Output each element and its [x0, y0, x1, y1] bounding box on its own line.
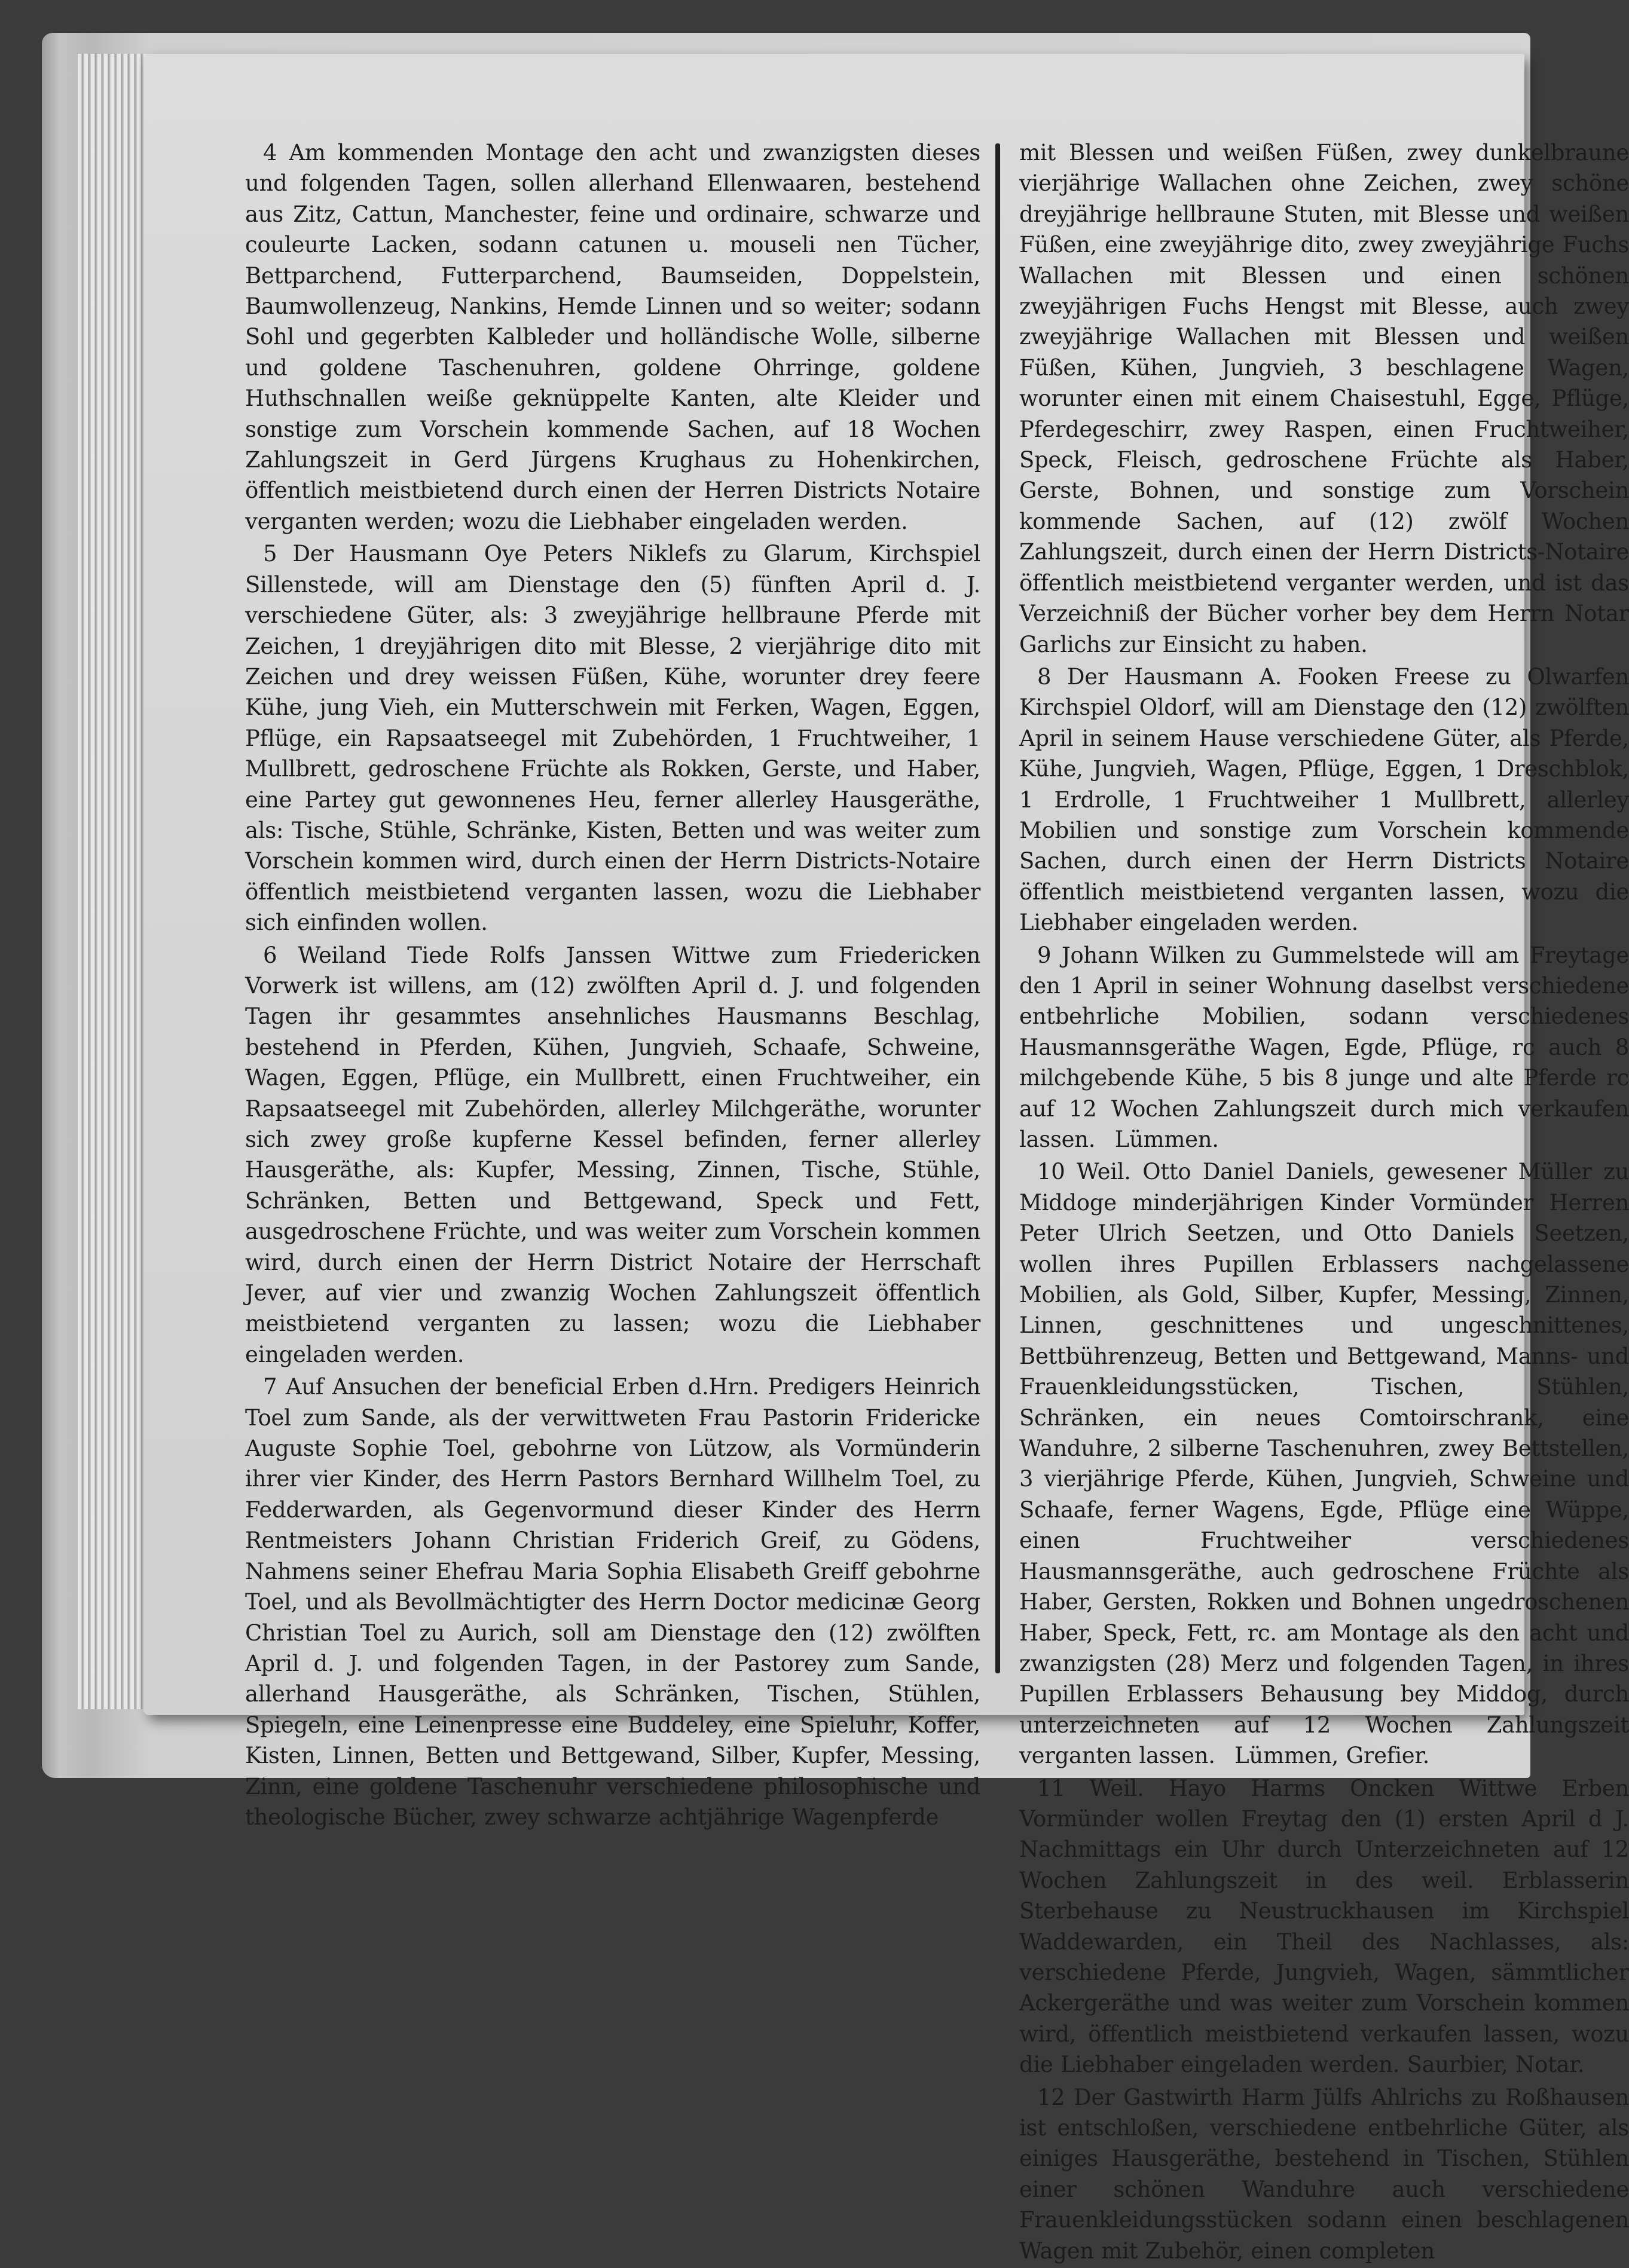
right-column	[1019, 137, 1629, 2268]
notice-8: 8 Der Hausmann A. Fooken Freese zu Olwarfen Kirchspiel Oldorf, will am Dienstage den (12) zwölften April in seinem Hause verschiedene Güter, als Pferde, Kühe, Jungvieh, Wagen, Pflüge, Eggen, 1 Dreschblok, 1 Erdrolle, 1 Fruchtweiher 1 Mullbrett, allerley Mobilien und sonstige zum Vorschein kommende Sachen, durch einen der Herrn Districts Notaire öffentlich meistbietend verganten lassen, wozu die Liebhaber eingeladen werden.	[1019, 663, 1629, 936]
notice-11: 11 Weil. Hayo Harms Oncken Wittwe Erben Vormünder wollen Freytag den (1) ersten April d J. Nachmittags ein Uhr durch Unterzeichneten auf 12 Wochen Zahlungszeit in des weil. Erblasserin Sterbehause zu Neustruckhausen im Kirchspiel Waddewarden, ein Theil des Nachlasses, als: verschiedene Pferde, Jungvieh, Wagen, sämmtlicher Ackergeräthe und was weiter zum Vorschein kommen wird, öffentlich meistbietend verkaufen lassen, wozu die Liebhaber eingeladen werden. Saurbier, Notar.	[1019, 1775, 1629, 2078]
notice-10	[1019, 1156, 1629, 1771]
notice-12: 12 Der Gastwirth Harm Jülfs Ahlrichs zu Roßhausen ist entschloßen, verschiedene entbehrliche Güter, als einiges Hausgeräthe, bestehend in Tischen, Stühlen einer schönen Wanduhre auch verschiedene Frauenkleidungsstücken sodann einen beschlagenen Wagen mit Zubehör, einen completen	[1019, 2084, 1629, 2264]
notice-10-signature: Lümmen, Grefier.	[1234, 1743, 1430, 1769]
left-column	[245, 137, 980, 1834]
page-edges	[78, 54, 149, 1709]
notice-9-text: 9 Johann Wilken zu Gummelstede will am Freytage den 1 April in seiner Wohnung daselbst verschiedene entbehrliche Mobilien, sodann verschiedenes Hausmannsgeräthe Wagen, Egde, Pflüge, rc auch 8 milchgebende Kühe, 5 bis 8 junge und alte Pferde rc auf 12 Wochen Zahlungszeit durch mich verkaufen lassen.	[1019, 942, 1629, 1152]
notice-7: 7 Auf Ansuchen der beneficial Erben d.Hrn. Predigers Heinrich Toel zum Sande, als der verwittweten Frau Pastorin Fridericke Auguste Sophie Toel, gebohrne von Lützow, als Vormünderin ihrer vier Kinder, des Herrn Pastors Bernhard Willhelm Toel, zu Fedderwarden, als Gegenvormund dieser Kinder des Herrn Rentmeisters Johann Christian Friderich Greif, zu Gödens, Nahmens seiner Ehefrau Maria Sophia Elisabeth Greiff gebohrne Toel, und als Bevollmächtigter des Herrn Doctor medicinæ Georg Christian Toel zu Aurich, soll am Dienstage den (12) zwölften April d. J. und folgenden Tagen, in der Pastorey zum Sande, allerhand Hausgeräthe, als Schränken, Tischen, Stühlen, Spiegeln, eine Leinenpresse eine Buddeley, eine Spieluhr, Koffer, Kisten, Linnen, Betten und Bettgewand, Silber, Kupfer, Messing, Zinn, eine goldene Taschenuhr verschiedene philosophische und theologische Bücher, zwey schwarze achtjährige Wagenpferde	[245, 1374, 980, 1830]
notice-6: 6 Weiland Tiede Rolfs Janssen Wittwe zum Friedericken Vorwerk ist willens, am (12) zwölften April d. J. und folgenden Tagen ihr gesammtes ansehnliches Hausmanns Beschlag, bestehend in Pferden, Kühen, Jungvieh, Schaafe, Schweine, Wagen, Eggen, Pflüge, ein Mullbrett, einen Fruchtweiher, ein Rapsaatseegel mit Zubehörden, allerley Milchgeräthe, worunter sich zwey große kupferne Kessel befinden, ferner allerley Hausgeräthe, als: Kupfer, Messing, Zinnen, Tische, Stühle, Schränken, Betten und Bettgewand, Speck und Fett, ausgedroschene Früchte, und was weiter zum Vorschein kommen wird, durch einen der Herrn District Notaire der Herrschaft Jever, auf vier und zwanzig Wochen Zahlungszeit öffentlich meistbietend verganten zu lassen; wozu die Liebhaber eingeladen werden.	[245, 942, 980, 1367]
notice-5: 5 Der Hausmann Oye Peters Niklefs zu Glarum, Kirchspiel Sillenstede, will am Dienstage den (5) fünften April d. J. verschiedene Güter, als: 3 zweyjährige hellbraune Pferde mit Zeichen, 1 dreyjährigen dito mit Blesse, 2 vierjährige dito mit Zeichen und drey weissen Füßen, Kühe, worunter drey feere Kühe, jung Vieh, ein Mutterschwein mit Ferken, Wagen, Eggen, Pflüge, ein Rapsaatseegel mit Zubehörden, 1 Fruchtweiher, 1 Mullbrett, gedroschene Früchte als Rokken, Gerste, und Haber, eine Partey gut gewonnenes Heu, ferner allerley Hausgeräthe, als: Tische, Stühle, Schränke, Kisten, Betten und was weiter zum Vorschein kommen wird, durch einen der Herrn Districts-Notaire öffentlich meistbietend verganten lassen, wozu die Liebhaber sich einfinden wollen.	[245, 541, 980, 936]
notice-4: 4 Am kommenden Montage den acht und zwanzigsten dieses und folgenden Tagen, sollen allerhand Ellenwaaren, bestehend aus Zitz, Cattun, Manchester, feine und ordinaire, schwarze und couleurte Lacken, sodann catunen u. mouseli nen Tücher, Bettparchend, Futterparchend, Baumseiden, Doppelstein, Baumwollenzeug, Nankins, Hemde Linnen und so weiter; sodann Sohl und gegerbten Kalbleder und holländische Wolle, silberne und goldene Taschenuhren, goldene Ohrringe, goldene Huthschnallen weiße geknüppelte Kanten, alte Kleider und sonstige zum Vorschein kommende Sachen, auf 18 Wochen Zahlungszeit in Gerd Jürgens Krughaus zu Hohenkirchen, öffentlich meistbietend durch einen der Herren Districts Notaire verganten werden; wozu die Liebhaber eingeladen werden.	[245, 140, 980, 534]
notice-7-continued: mit Blessen und weißen Füßen, zwey dunkelbraune vierjährige Wallachen ohne Zeichen, zwey schöne dreyjährige hellbraune Stuten, mit Blesse und weißen Füßen, eine zweyjährige dito, zwey zweyjährige Fuchs Wallachen mit Blessen und einen schönen zweyjährigen Fuchs Hengst mit Blesse, auch zwey zweyjährige Wallachen mit Blessen und weißen Füßen, Kühen, Jungvieh, 3 beschlagene Wagen, worunter einen mit einem Chaisestuhl, Egge, Pflüge, Pferdegeschirr, zwey Raspen, einen Fruchtweiher, Speck, Fleisch, gedroschene Früchte als Haber, Gerste, Bohnen, und sonstige zum Vorschein kommende Sachen, auf (12) zwölf Wochen Zahlungszeit, durch einen der Herrn Districts-Notaire öffentlich meistbietend verganter werden, und ist das Verzeichniß der Bücher vorher bey dem Herrn Notar Garlichs zur Einsicht zu haben.	[1019, 140, 1629, 657]
notice-9	[1019, 940, 1629, 1155]
notice-10-text: 10 Weil. Otto Daniel Daniels, gewesener Müller zu Middoge minderjährigen Kinder Vormünder Herren Peter Ulrich Seetzen, und Otto Daniels Seetzen, wollen ihres Pupillen Erblassers nachgelassene Mobilien, als Gold, Silber, Kupfer, Messing, Zinnen, Linnen, geschnittenes und ungeschnittenes, Bettbührenzeug, Betten und Bettgewand, Manns- und Frauenkleidungsstücken, Tischen, Stühlen, Schränken, ein neues Comtoirschrank, eine Wanduhre, 2 silberne Taschenuhren, zwey Bettstellen, 3 vierjährige Pferde, Kühen, Jungvieh, Schweine und Schaafe, ferner Wagens, Egde, Pflüge eine Wüppe, einen Fruchtweiher verschiedenes Hausmannsgeräthe, auch gedroschene Früchte als Haber, Gersten, Rokken und Bohnen ungedroschenen Haber, Speck, Fett, rc. am Montage als den acht und zwanzigsten (28) Merz und folgenden Tagen, in ihres Pupillen Erblassers Behausung bey Middog, durch unterzeichneten auf 12 Wochen Zahlungszeit verganten lassen.	[1019, 1159, 1629, 1769]
notice-9-signature: Lümmen.	[1114, 1127, 1219, 1152]
printed-page	[143, 54, 1629, 2264]
column-divider	[995, 143, 1000, 1673]
